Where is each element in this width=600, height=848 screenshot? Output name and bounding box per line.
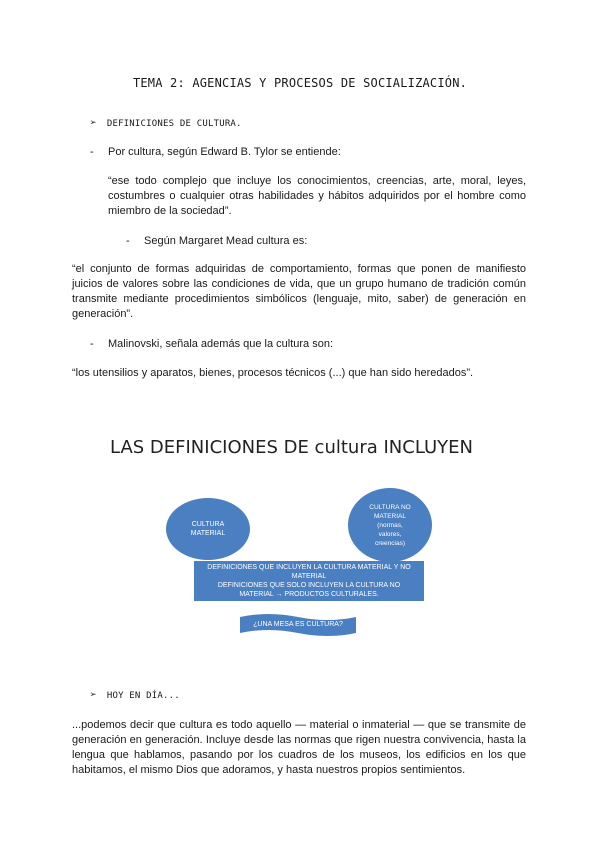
closing-paragraph: ...podemos decir que cultura es todo aquello — material o inmaterial — que se transmite de generación en generación. Incluye desde las normas que rigen nuestra convivencia, hasta la lengua que hablamos, pasando por los cuadros de los museos, los edificios en los que habitamos, el mismo Dios que adoramos, y hasta nuestros propios sentimientos. <box>72 719 526 776</box>
list-dash: - <box>126 235 130 247</box>
tylor-intro: Por cultura, según Edward B. Tylor se entiende: <box>108 146 341 158</box>
definitions-banner <box>194 561 424 601</box>
tylor-quote: “ese todo complejo que incluye los conocimientos, creencias, arte, moral, leyes, costumbres o cualquier otras habilidades y hábitos adquiridos por el hombre como miembro de la sociedad”. <box>108 175 526 217</box>
arrow-bullet-icon: ➢ <box>90 688 97 701</box>
question-label: ¿UNA MESA ES CULTURA? <box>253 621 343 628</box>
malinowski-quote: “los utensilios y aparatos, bienes, procesos técnicos (...) que han sido heredados”. <box>72 367 474 379</box>
section-heading-label: HOY EN DÍA... <box>106 691 180 701</box>
ellipse-cultura-no-material <box>348 488 432 562</box>
page-title: TEMA 2: AGENCIAS Y PROCESOS DE SOCIALIZACIÓN. <box>132 76 468 90</box>
list-dash: - <box>90 146 94 158</box>
mead-quote: “el conjunto de formas adquiridas de comportamiento, formas que ponen de manifiesto juicios de valores sobre las condiciones de vida, que un grupo humano de tradición común transmite mediante procedimientos simbólicos (lenguaje, mito, saber) de generación en generación”. <box>72 263 526 320</box>
banner-line-1: DEFINICIONES QUE INCLUYEN LA CULTURA MATERIAL Y NO MATERIAL <box>207 564 411 580</box>
ellipse-label: CULTURA NO MATERIAL <box>369 503 411 520</box>
malinowski-intro: Malinovski, señala además que la cultura son: <box>108 338 334 350</box>
mead-intro: Según Margaret Mead cultura es: <box>144 235 308 247</box>
arrow-bullet-icon: ➢ <box>90 116 97 129</box>
section-heading-label: DEFINICIONES DE CULTURA. <box>106 119 242 129</box>
section-heading-hoy <box>90 688 180 701</box>
list-dash: - <box>90 338 94 350</box>
diagram-title: LAS DEFINICIONES DE cultura INCLUYEN <box>110 437 473 458</box>
banner-line-2: DEFINICIONES QUE SOLO INCLUYEN LA CULTURA NO MATERIAL → PRODUCTOS CULTURALES. <box>217 582 401 598</box>
ellipse-sublabel: (normas, valores, creencias) <box>375 521 405 547</box>
section-heading-definiciones <box>90 116 242 129</box>
ellipse-label: CULTURA MATERIAL <box>190 521 226 537</box>
ellipse-cultura-material <box>166 498 250 560</box>
